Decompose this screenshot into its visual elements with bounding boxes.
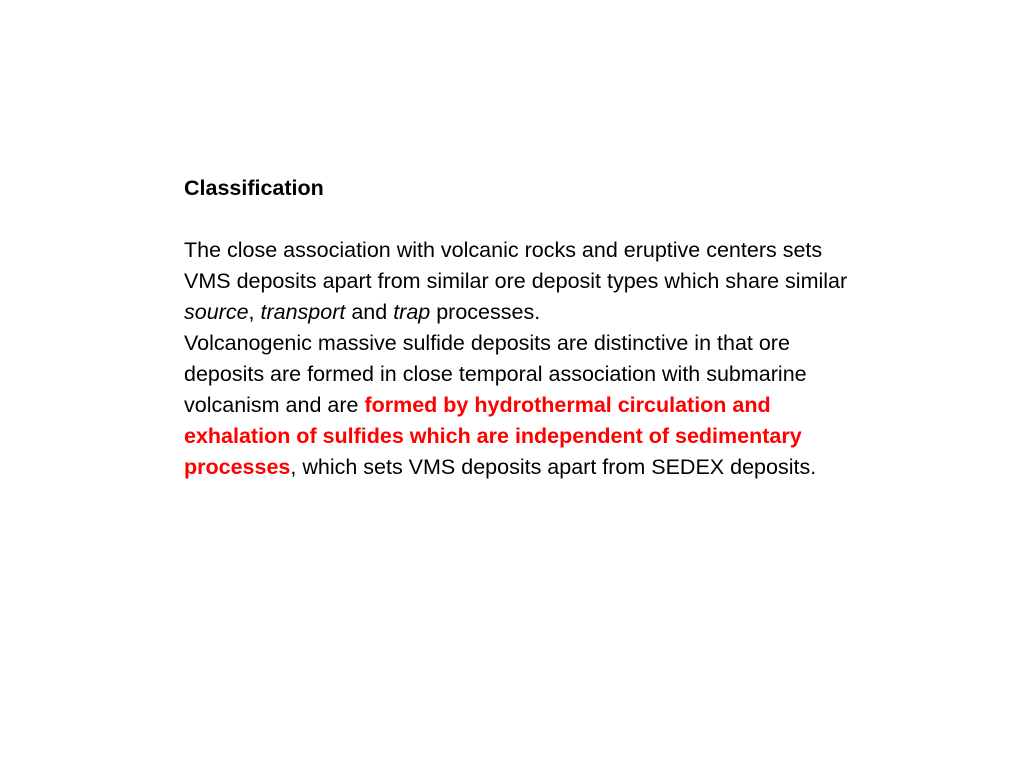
and-connector: and bbox=[345, 300, 394, 324]
comma-separator: , bbox=[248, 300, 261, 324]
heading: Classification bbox=[184, 176, 324, 200]
term-source: source bbox=[184, 300, 249, 324]
paragraph-association-text: The close association with volcanic rocks and eruptive centers sets VMS deposits apart from similar ore deposit types which share similar bbox=[184, 238, 848, 293]
term-trap: trap bbox=[393, 300, 431, 324]
paragraph-association-end: processes. bbox=[430, 300, 541, 324]
paragraph-volcanogenic-text: Volcanogenic massive sulfide deposits are distinctive in that ore deposits are formed in close temporal association with submarine volcanism and are bbox=[184, 331, 807, 417]
paragraph-volcanogenic-end: , which sets VMS deposits apart from SEDEX deposits. bbox=[290, 455, 817, 479]
text-block bbox=[184, 173, 874, 483]
highlighted-text: formed by hydrothermal circulation and exhalation of sulfides which are independent of sedimentary processes bbox=[184, 393, 802, 479]
paragraph-volcanogenic bbox=[184, 328, 874, 483]
term-transport: transport bbox=[260, 300, 346, 324]
paragraph-association bbox=[184, 235, 874, 328]
